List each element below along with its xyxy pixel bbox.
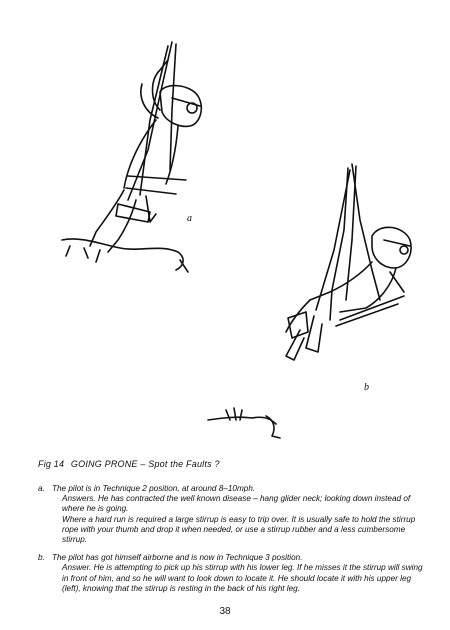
list-item-answer [52,563,423,594]
list-item-lead: The pilot is in Technique 2 position, at around 8–10mph. [52,484,256,493]
page-number: 38 [219,606,231,617]
list-item-content [52,553,423,594]
answer-label: Answer. [62,563,92,573]
list-item-lead: The pilot has got himself airborne and is now in Technique 3 position. [52,553,303,563]
answers-list [38,484,423,602]
pilot-b-drawing [286,164,411,360]
list-item [38,484,423,545]
answer-text: He has contracted the well known disease – hang glider neck; looking down instead of where he is going. [62,494,411,514]
list-item [38,553,423,594]
ground-shadow-drawing [208,408,280,438]
list-item-marker: b. [38,553,45,563]
answer-label: Answers. [62,494,96,504]
answer-text: He is attempting to pick up his stirrup with his lower leg. If he misses it the stirrup will swing in front of him, and so he will want to look down to locate it. He should locate it with his upper leg (left), knowing that the stirrup is resting in the back of his right leg. [62,563,423,593]
figure-label-a: a [187,213,192,224]
figure-label-b: b [364,382,369,393]
pilot-a-drawing [62,42,201,272]
figure-caption [38,459,418,469]
list-item-marker: a. [38,484,45,493]
list-item-extra: Where a hard run is required a large stirrup is easy to trip over. It is usually safe to hold the stirrup rope with your thumb and drop it when needed, or use a stirrup rubber and a less cumbersome stirrup. [62,514,416,545]
list-item-answer [52,494,423,514]
list-item-content [52,484,423,545]
figure-caption-title: GOING PRONE – Spot the Faults ? [70,459,220,469]
figure-caption-number: Fig 14 [38,459,65,469]
